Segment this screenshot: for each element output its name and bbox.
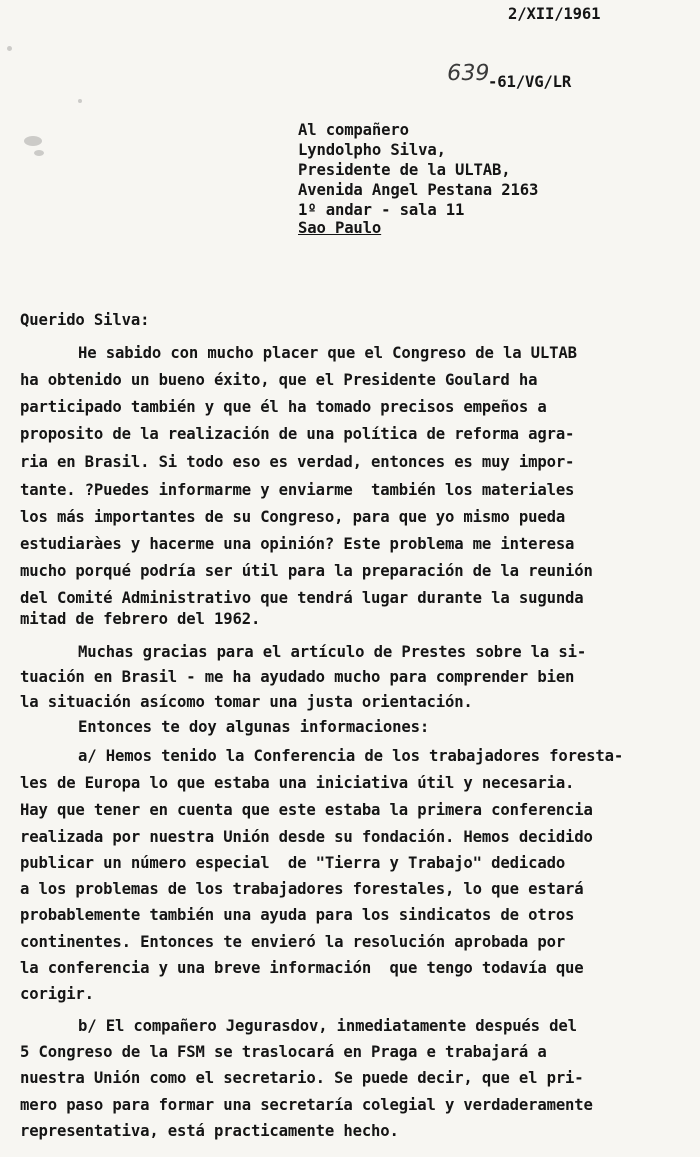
address-line: Presidente de la ULTAB,	[298, 161, 511, 179]
body-line: realizada por nuestra Unión desde su fondación. Hemos decidido	[20, 828, 593, 846]
address-line: Avenida Angel Pestana 2163	[298, 181, 539, 199]
paper-speck	[7, 46, 12, 51]
body-line: les de Europa lo que estaba una iniciativa útil y necesaria.	[20, 774, 575, 792]
body-line: Muchas gracias para el artículo de Prestes sobre la si-	[78, 643, 587, 661]
body-line: tuación en Brasil - me ha ayudado mucho para comprender bien	[20, 668, 575, 686]
body-line: He sabido con mucho placer que el Congreso de la ULTAB	[78, 344, 577, 362]
body-line: la conferencia y una breve información que tengo todavía que	[20, 959, 584, 977]
body-line: participado también y que él ha tomado precisos empeños a	[20, 398, 547, 416]
handwritten-reference-number: 639	[444, 61, 492, 86]
body-line: Entonces te doy algunas informaciones:	[78, 718, 430, 736]
address-city: Sao Paulo	[298, 219, 382, 237]
body-line: probablemente también una ayuda para los sindicatos de otros	[20, 906, 575, 924]
letter-date: 2/XII/1961	[508, 5, 601, 23]
body-line: estudiaràes y hacerme una opinión? Este problema me interesa	[20, 535, 575, 553]
body-line: proposito de la realización de una política de reforma agra-	[20, 425, 575, 443]
body-line: Hay que tener en cuenta que este estaba la primera conferencia	[20, 801, 593, 819]
paper-speck	[78, 99, 82, 103]
body-line: publicar un número especial de "Tierra y Trabajo" dedicado	[20, 854, 566, 872]
body-line: 5 Congreso de la FSM se traslocará en Praga e trabajará a	[20, 1043, 547, 1061]
body-line: representativa, está practicamente hecho.	[20, 1122, 399, 1140]
address-line: Al compañero	[298, 121, 409, 139]
address-line: 1º andar - sala 11	[298, 201, 465, 219]
body-line: b/ El compañero Jegurasdov, inmediatamente después del	[78, 1017, 577, 1035]
body-line: nuestra Unión como el secretario. Se puede decir, que el pri-	[20, 1069, 584, 1087]
body-line: ha obtenido un bueno éxito, que el Presidente Goulard ha	[20, 371, 538, 389]
salutation: Querido Silva:	[20, 311, 150, 329]
body-line: a/ Hemos tenido la Conferencia de los trabajadores foresta-	[78, 747, 624, 765]
body-line: la situación asícomo tomar una justa orientación.	[20, 693, 473, 711]
body-line: ria en Brasil. Si todo eso es verdad, entonces es muy impor-	[20, 453, 575, 471]
body-line: mitad de febrero del 1962.	[20, 610, 261, 628]
body-line: mero paso para formar una secretaría colegial y verdaderamente	[20, 1096, 593, 1114]
body-line: mucho porqué podría ser útil para la preparación de la reunión	[20, 562, 593, 580]
body-line: a los problemas de los trabajadores forestales, lo que estará	[20, 880, 584, 898]
body-line: corigir.	[20, 985, 94, 1003]
typed-reference-code: -61/VG/LR	[488, 73, 572, 91]
paper-speck	[34, 150, 44, 156]
body-line: continentes. Entonces te envieró la resolución aprobada por	[20, 933, 566, 951]
body-line: del Comité Administrativo que tendrá lugar durante la sugunda	[20, 589, 584, 607]
paper-speck	[24, 136, 42, 146]
address-line: Lyndolpho Silva,	[298, 141, 446, 159]
body-line: los más importantes de su Congreso, para que yo mismo pueda	[20, 508, 566, 526]
body-line: tante. ?Puedes informarme y enviarme también los materiales	[20, 481, 575, 499]
